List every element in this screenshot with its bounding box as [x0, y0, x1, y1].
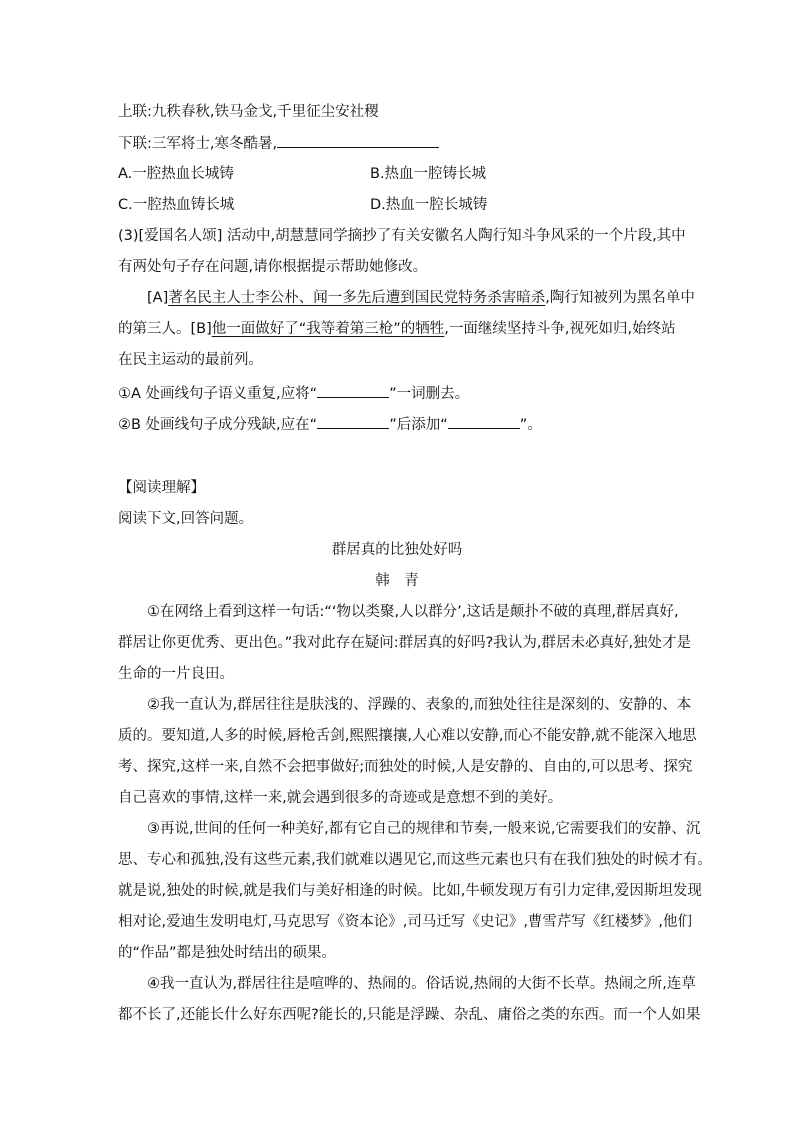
- option-c: C.一腔热血铸长城: [118, 197, 235, 213]
- sub-question-text: ②B 处画线句子成分残缺,应在“: [118, 417, 318, 433]
- sub-question-2: [118, 414, 542, 435]
- marker-a: [A]: [147, 290, 169, 306]
- underlined-sentence-b: 他一面做好了“我等着第三枪”的牺牲: [211, 321, 445, 337]
- article-author: 韩 青: [375, 573, 419, 589]
- couplet-upper: 上联:九秩春秋,铁马金戈,千里征尘安社稷: [118, 104, 379, 120]
- paragraph-line: ②我一直认为,群居往往是肤浅的、浮躁的、表象的,而独处往往是深刻的、安静的、本: [147, 697, 692, 713]
- answer-blank[interactable]: [317, 383, 389, 398]
- paragraph-line: 考、探究,这样一来,自然不会把事做好;而独处的时候,人是安静的、自由的,可以思考、探究: [118, 759, 693, 775]
- option-a: A.一腔热血长城铸: [118, 166, 234, 182]
- paragraph-line: ①在网络上看到这样一句话:“‘物以类聚,人以群分’,这话是颠扑不破的真理,群居真好,: [147, 604, 679, 620]
- answer-blank[interactable]: [317, 414, 389, 429]
- paragraph-line: 群居让你更优秀、更出色。”我对此存在疑问:群居真的好吗?我认为,群居未必真好,独处才是: [118, 635, 692, 651]
- paragraph-line: 质的。要知道,人多的时候,唇枪舌剑,熙熙攘攘,人心难以安静,而心不能安静,就不能深入地思: [118, 728, 697, 744]
- passage-line: [147, 288, 695, 308]
- paragraph-line: 相对论,爱迪生发明电灯,马克思写《资本论》,司马迁写《史记》,曹雪芹写《红楼梦》,他们: [118, 914, 693, 930]
- paragraph-line: 都不长了,还能长什么好东西呢?能长的,只能是浮躁、杂乱、庸俗之类的东西。而一个人如果: [118, 1007, 701, 1023]
- sub-question-text: ①A 处画线句子语义重复,应将“: [118, 386, 318, 402]
- passage-text: ,陶行知被列为黑名单中: [545, 290, 695, 306]
- option-d: D.热血一腔长城铸: [370, 197, 488, 213]
- sub-question-text: ”一词删去。: [389, 386, 470, 402]
- passage-text: ,一面继续坚持斗争,视死如归,始终站: [444, 321, 676, 337]
- paragraph-line: 就是说,独处的时候,就是我们与美好相逢的时候。比如,牛顿发现万有引力定律,爱因斯坦发现: [118, 883, 702, 899]
- paragraph-line: ④我一直认为,群居往往是喧哗的、热闹的。俗话说,热闹的大街不长草。热闹之所,连草: [147, 976, 696, 992]
- question-3-line: (3)[爱国名人颂] 活动中,胡慧慧同学摘抄了有关安徽名人陶行知斗争风采的一个片段,其中: [118, 228, 686, 244]
- passage-line: 在民主运动的最前列。: [118, 352, 263, 368]
- sub-question-text: ”后添加“: [389, 417, 448, 433]
- sub-question-text: ”。: [519, 417, 542, 433]
- passage-text: 的第三人。[B]: [118, 321, 212, 337]
- option-b: B.热血一腔铸长城: [370, 166, 487, 182]
- article-title: 群居真的比独处好吗: [331, 542, 463, 558]
- section-heading: 【阅读理解】: [118, 480, 205, 496]
- underlined-sentence-a: 著名民主人士李公朴、闻一多先后遭到国民党特务杀害暗杀: [168, 290, 546, 306]
- passage-line: [118, 319, 676, 339]
- paragraph-line: 的“作品”都是独处时结出的硕果。: [118, 945, 337, 961]
- couplet-lower: [118, 133, 439, 154]
- paragraph-line: 生命的一片良田。: [118, 666, 234, 682]
- reading-instruction: 阅读下文,回答问题。: [118, 511, 254, 527]
- answer-blank[interactable]: [277, 133, 439, 148]
- paragraph-line: 自己喜欢的事情,这样一来,就会遇到很多的奇迹或是意想不到的美好。: [118, 790, 563, 806]
- paragraph-line: 思、专心和孤独,没有这些元素,我们就难以遇见它,而这些元素也只有在我们独处的时候才有。: [118, 852, 712, 868]
- paragraph-line: ③再说,世间的任何一种美好,都有它自己的规律和节奏,一般来说,它需要我们的安静、沉: [147, 821, 701, 837]
- couplet-lower-text: 下联:三军将士,寒冬酷暑,: [118, 136, 278, 152]
- sub-question-1: [118, 383, 469, 404]
- answer-blank[interactable]: [448, 414, 520, 429]
- question-3-line: 有两处句子存在问题,请你根据提示帮助她修改。: [118, 259, 428, 275]
